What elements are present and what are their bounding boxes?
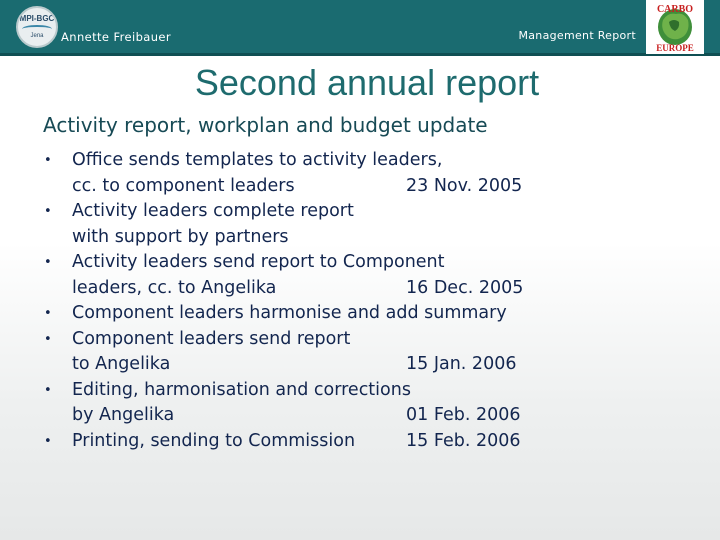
mpi-logo-icon bbox=[16, 6, 58, 48]
bullet-item bbox=[44, 250, 523, 301]
mpi-logo-line1: MPI-BGC bbox=[19, 14, 55, 23]
carbo-text: CARBO bbox=[656, 4, 694, 15]
bullet-text: cc. to component leaders bbox=[72, 175, 295, 196]
bullet-text: by Angelika bbox=[72, 405, 175, 425]
report-type: Management Report bbox=[518, 29, 636, 42]
europe-text: EUROPE bbox=[656, 43, 694, 53]
bullet-icon: • bbox=[44, 382, 52, 398]
bullet-line: Activity leaders send report to Component bbox=[72, 252, 445, 272]
bullet-line: Editing, harmonisation and corrections bbox=[72, 379, 411, 400]
bullet-item bbox=[44, 199, 523, 250]
bullet-text: Printing, sending to Commission bbox=[72, 430, 356, 451]
bullet-list bbox=[44, 148, 523, 454]
bullet-item bbox=[44, 327, 523, 378]
bullet-item bbox=[44, 148, 523, 199]
bullet-icon: • bbox=[44, 153, 52, 168]
slide-subtitle: Activity report, workplan and budget update bbox=[43, 113, 488, 137]
bullet-text: leaders, cc. to Angelika bbox=[72, 277, 277, 298]
slide-title: Second annual report bbox=[194, 62, 540, 103]
bullet-icon: • bbox=[44, 204, 52, 219]
bullet-icon: • bbox=[44, 331, 52, 347]
bullet-line-dated bbox=[72, 174, 523, 200]
bullet-line-dated bbox=[72, 276, 523, 302]
bullet-icon: • bbox=[44, 255, 52, 270]
bullet-date: 16 Dec. 2005 bbox=[406, 277, 524, 298]
carboeurope-logo-icon bbox=[646, 0, 704, 54]
mpi-logo-swoosh bbox=[22, 25, 52, 33]
bullet-item bbox=[44, 378, 523, 429]
bullet-date: 15 Jan. 2006 bbox=[406, 354, 517, 374]
bullet-icon: • bbox=[44, 306, 52, 321]
bullet-date: 15 Feb. 2006 bbox=[406, 430, 521, 451]
header-divider bbox=[0, 53, 720, 56]
bullet-line-dated bbox=[72, 403, 523, 429]
bullet-line: Component leaders send report bbox=[72, 328, 351, 349]
bullet-item bbox=[44, 429, 523, 455]
bullet-date: 23 Nov. 2005 bbox=[406, 175, 523, 196]
author-name: Annette Freibauer bbox=[61, 30, 172, 44]
bullet-date: 01 Feb. 2006 bbox=[406, 405, 521, 425]
bullet-line-dated bbox=[72, 352, 523, 378]
bullet-item bbox=[44, 301, 523, 327]
bullet-line: with support by partners bbox=[72, 226, 289, 247]
bullet-text: to Angelika bbox=[72, 354, 171, 374]
bullet-line-dated bbox=[72, 429, 523, 455]
bullet-line: Component leaders harmonise and add summary bbox=[72, 303, 507, 323]
bullet-line: Office sends templates to activity leaders, bbox=[72, 150, 443, 170]
bullet-icon: • bbox=[44, 433, 52, 449]
bullet-line: Activity leaders complete report bbox=[72, 201, 354, 221]
mpi-logo-line2: Jena bbox=[30, 33, 44, 39]
header-bar bbox=[0, 0, 720, 53]
